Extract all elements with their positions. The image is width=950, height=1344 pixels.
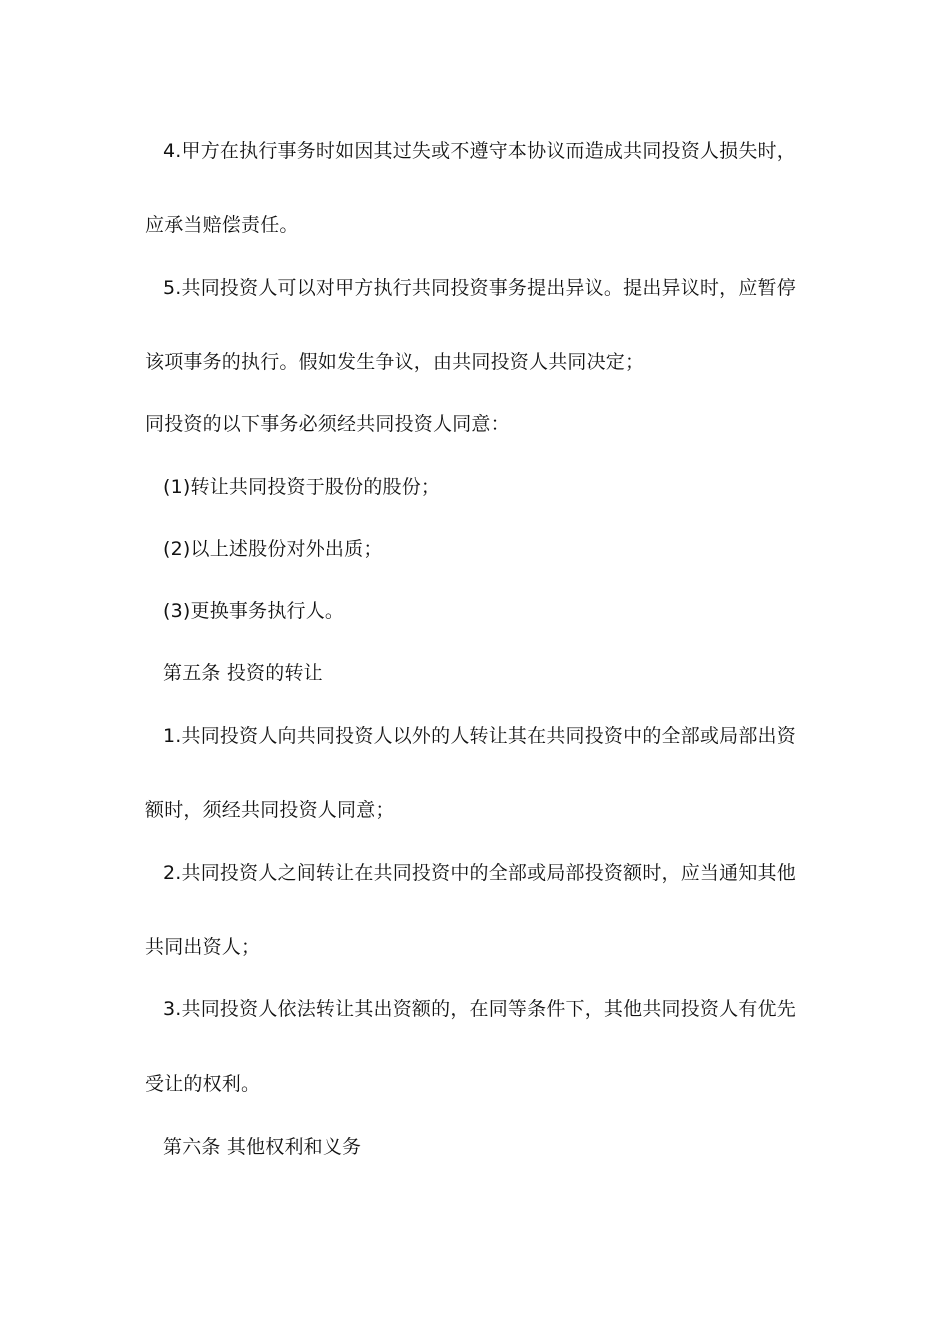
paragraph-5-line-2: 该项事务的执行。假如发生争议，由共同投资人共同决定； [145,351,645,373]
article-6-heading: 第六条 其他权利和义务 [163,1136,362,1158]
article-5-item-2-line-2: 共同出资人； [145,936,261,958]
consent-item-1: (1)转让共同投资于股份的股份； [163,476,441,498]
paragraph-4-line-1: 4.甲方在执行事务时如因其过失或不遵守本协议而造成共同投资人损失时， [163,140,796,162]
article-5-item-1-line-2: 额时，须经共同投资人同意； [145,799,395,821]
paragraph-4-line-2: 应承当赔偿责任。 [145,214,299,236]
consent-heading-line: 同投资的以下事务必须经共同投资人同意： [145,413,510,435]
article-5-item-3-line-1: 3.共同投资人依法转让其出资额的，在同等条件下，其他共同投资人有优先 [163,998,796,1020]
paragraph-5-line-1: 5.共同投资人可以对甲方执行共同投资事务提出异议。提出异议时，应暂停 [163,277,796,299]
consent-item-3: (3)更换事务执行人。 [163,600,345,622]
consent-item-2: (2)以上述股份对外出质； [163,538,383,560]
article-5-item-2-line-1: 2.共同投资人之间转让在共同投资中的全部或局部投资额时，应当通知其他 [163,862,796,884]
article-5-item-1-line-1: 1.共同投资人向共同投资人以外的人转让其在共同投资中的全部或局部出资 [163,725,796,747]
article-5-heading: 第五条 投资的转让 [163,662,323,684]
article-5-item-3-line-2: 受让的权利。 [145,1073,261,1095]
